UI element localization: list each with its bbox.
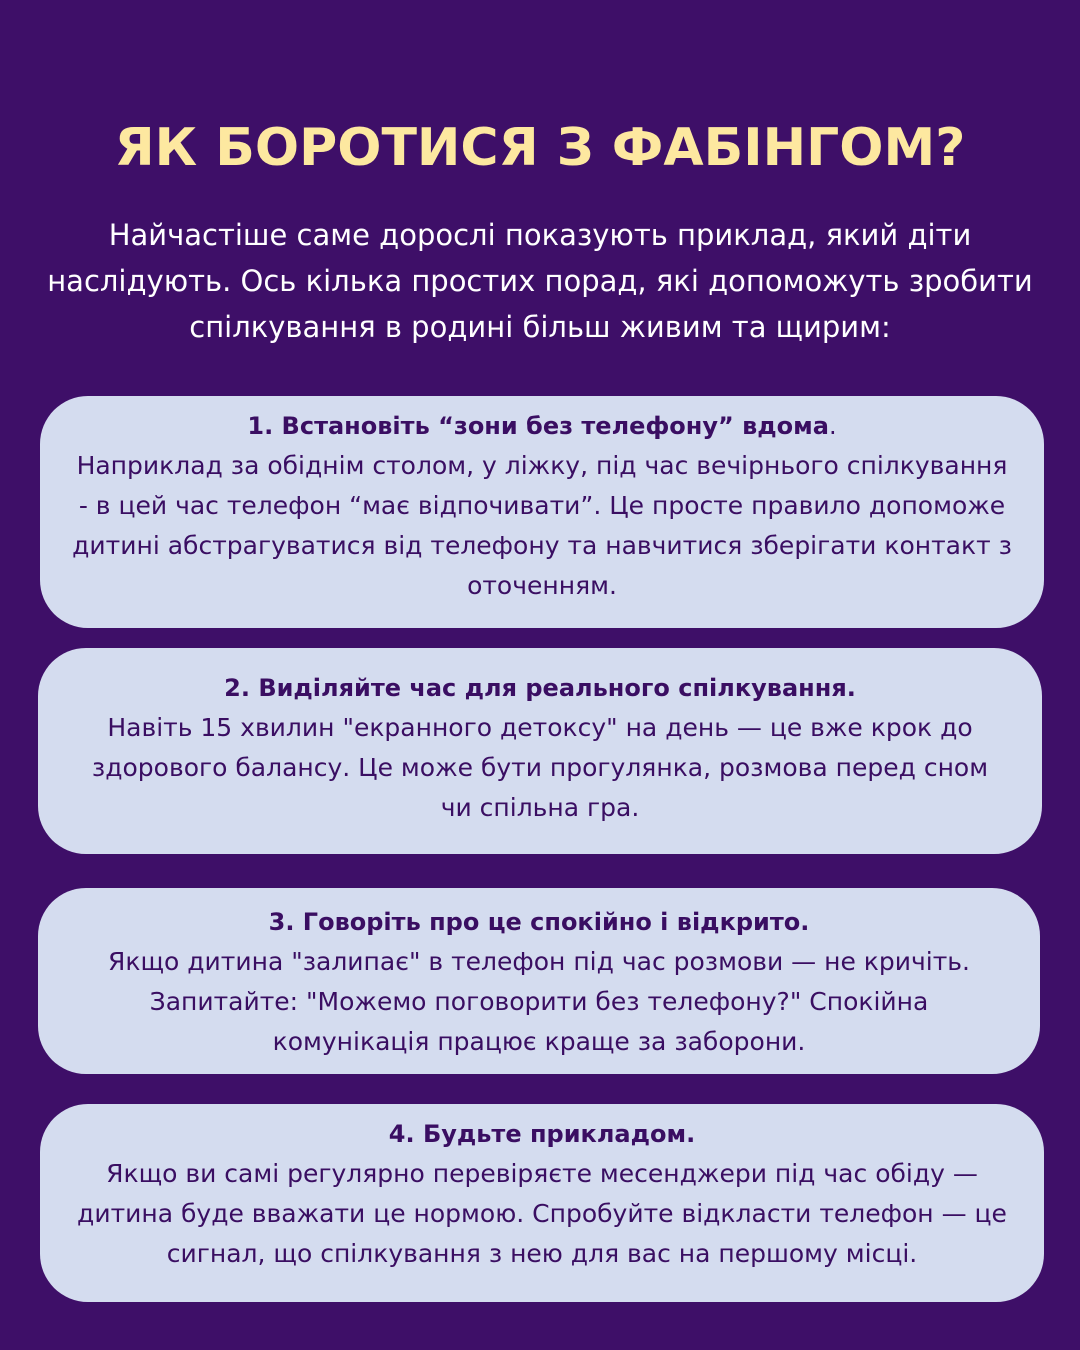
intro-text: Найчастіше саме дорослі показують приклад, який діти наслідують. Ось кілька простих порад, які допоможуть зробити спілкування в родині більш живим та щирим: [47, 218, 1033, 344]
tip-body-1: Наприклад за обіднім столом, у ліжку, під час вечірнього спілкування - в цей час телефон “має відпочивати”. Це просте правило допоможе дитині абстрагуватися від телефону та навчитися зберігати контакт з оточенням. [72, 451, 1012, 600]
tip-body-4: Якщо ви самі регулярно перевіряєте месенджери під час обіду — дитина буде вважати це нормою. Спробуйте відкласти телефон — це сигнал, що спілкування з нею для вас на першому місці. [77, 1159, 1007, 1268]
tip-card-3 [38, 888, 1040, 1074]
page-title: ЯК БОРОТИСЯ З ФАБІНГОМ? [114, 118, 966, 178]
tip-heading-1-text: 1. Встановіть “зони без телефону” вдома [247, 412, 829, 440]
tip-card-4 [40, 1104, 1044, 1302]
tip-heading-4: 4. Будьте прикладом. [388, 1120, 696, 1148]
tip-heading-3: 3. Говоріть про це спокійно і відкрито. [268, 908, 810, 936]
tip-body-2: Навіть 15 хвилин "екранного детоксу" на день — це вже крок до здорового балансу. Це може бути прогулянка, розмова перед сном чи спільна гра. [91, 713, 989, 822]
tip-heading-1 [40, 406, 1044, 446]
tip-card-2 [38, 648, 1042, 854]
tip-heading-1-suffix: . [828, 412, 837, 440]
tip-body-3: Якщо дитина "залипає" в телефон під час розмови — не кричіть. Запитайте: "Можемо поговорити без телефону?" Спокійна комунікація працює краще за заборони. [108, 947, 970, 1056]
tip-heading-2: 2. Виділяйте час для реального спілкування. [224, 674, 856, 702]
tip-card-1 [40, 396, 1044, 628]
